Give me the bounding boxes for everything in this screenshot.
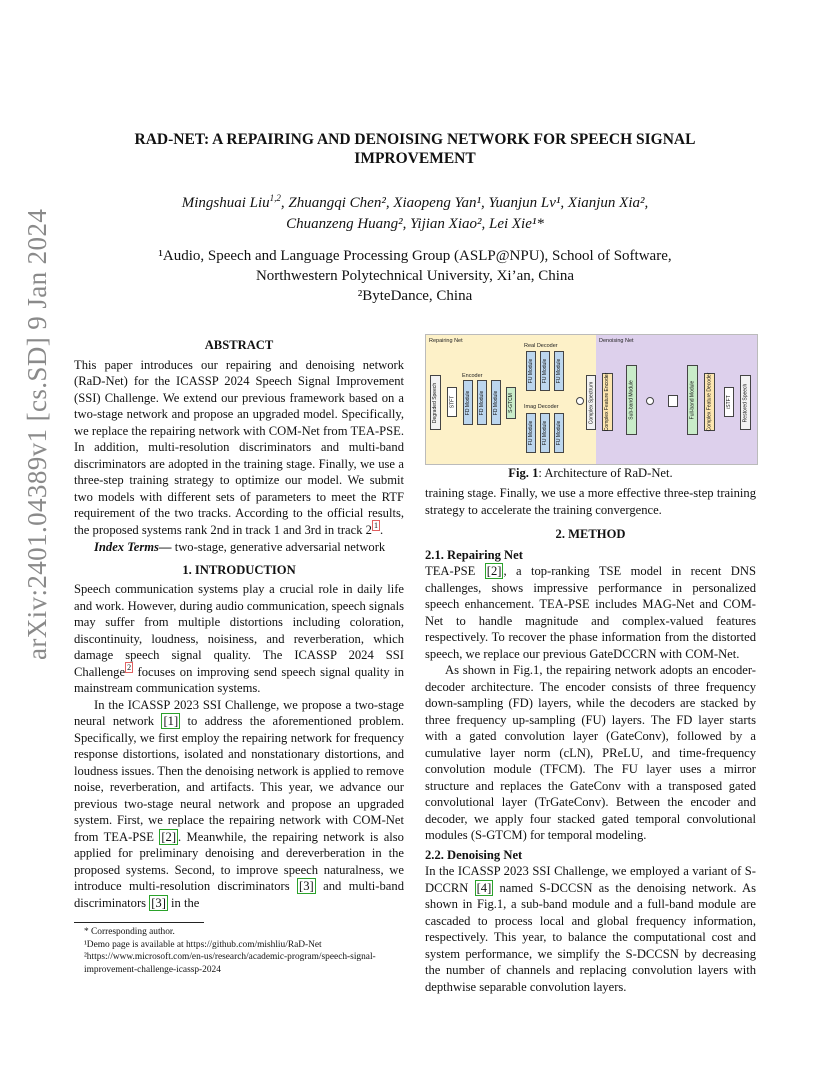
citation-link[interactable]: [2]	[161, 829, 177, 844]
denoising-net-paragraph: In the ICASSP 2023 SSI Challenge, we employed a variant of S-DCCRN [4] named S-DCCSN as the denoising network. As shown in Fig.1, a sub-band module and a full-band module are cascaded to process local and global frequency information, respectively. This year, to balance the computational cost and system performance, we simplify the S-DCCSN by decreasing the number of channels and replacing convolution layers with depthwise separable convolution layers.	[425, 864, 756, 994]
citation-link[interactable]: [2]	[486, 564, 502, 578]
fu-module-block: FU Module	[540, 351, 550, 391]
complex-feature-encoder-block: Complex Feature Encoder	[602, 373, 613, 431]
repairing-net-paragraph-1: TEA-PSE [2] , a top-ranking TSE model in recent DNS challenges, shows impressive performance in personalized speech enhancement. TEA-PSE includes MAG-Net and COM-Net to handle magnitude and complex-valued features respectively. To recover the phase information from the distorted speech, we replace our previous GateDCCRN with COM-Net.	[425, 564, 756, 661]
section-2-2-heading: 2.2. Denoising Net	[425, 847, 523, 862]
denoising-net-label: Denoising Net	[599, 338, 634, 344]
method-heading: 2. METHOD	[555, 527, 626, 541]
footnote-1: ¹Demo page is available at https://github.com/mishliu/RaD-Net	[84, 939, 322, 950]
abstract-heading: ABSTRACT	[204, 338, 274, 352]
intro-heading: 1. INTRODUCTION	[182, 562, 296, 577]
repairing-net-paragraph-2: As shown in Fig.1, the repairing network adopts an encoder-decoder architecture. The encoder consists of three frequency down-sampling (FD) layers, while the decoders are stacked by three frequency up-sampling (FU) layers. The FD layer starts with a gated convolution layer (GateConv), followed by a cumulative layer norm (cLN), PReLU, and time-frequency convolution module (TFCM). The FU layer uses a mirror structure and replaces the GateConv with a transposed gated convolutional layer (TrGateConv). Between the encoder and decoder, we apply four stacked gated temporal convolutional modules (S-GTCM) for temporal modeling.	[425, 663, 756, 842]
imag-decoder-label: Imag Decoder	[524, 404, 559, 410]
affiliation-2: ²ByteDance, China	[357, 288, 473, 304]
citation-link[interactable]: [3]	[299, 879, 314, 893]
encoder-label: Encoder	[462, 373, 483, 379]
intro-paragraph-1: Speech communication systems play a crucial role in daily life and work. However, during audio communication, speech signals may suffer from multiple distortions including coloration, discontinuity, loudness, noisiness, and reverberation, which damage speech signal quality. The ICASSP 2024 SSI Challenge $^2$ focuses on improving send speech signal quality in mainstream communication systems.	[74, 582, 404, 695]
fu-module-block: FU Module	[526, 413, 536, 453]
multiply-operator-icon	[576, 397, 584, 405]
footnote-link-2[interactable]: 2	[127, 663, 132, 673]
right-continuation: training stage. Finally, we use a more effective three-step training strategy to accelerate the training convergence.	[425, 486, 756, 517]
stft-block: STFT	[447, 387, 457, 417]
citation-link[interactable]: [4]	[476, 880, 492, 895]
paper-title: RAD-NET: A REPAIRING AND DENOISING NETWORK FOR SPEECH SIGNAL IMPROVEMENT	[134, 131, 696, 167]
operator-block	[668, 395, 678, 407]
citation-link[interactable]: [1]	[163, 714, 179, 728]
architecture-figure	[425, 334, 758, 465]
sum-operator-icon	[646, 397, 654, 405]
intro-paragraph-2: In the ICASSP 2023 SSI Challenge, we propose a two-stage neural network [1] to address the aforementioned problem. Specifically, we first employ the repairing network for frequency response distortions, isolated and nonstationary distortions, and loudness issues. Then the denoising network is applied to remove noise, reverberation, and artifacts. This year, we advance our previous two-stage neural network and propose an upgraded system. First, we replace the repairing network with COM-Net from TEA-PSE [2] . Meanwhile, the repairing network is also applied for preliminary denoising and dereverberation in the proposed systems. Second, to improve speech naturalness, we introduce multi-resolution discriminators [3] and multi-band discriminators [3] in the	[74, 697, 405, 910]
footnotes	[74, 926, 406, 976]
footnote-star: * Corresponding author.	[84, 927, 175, 937]
section-2-1-heading: 2.1. Repairing Net	[425, 547, 523, 562]
footnote-2: ²https://www.microsoft.com/en-us/research/academic-program/speech-signal-improvement-challenge-icassp-2024	[84, 952, 376, 975]
left-column	[74, 337, 404, 911]
fd-module-block: FD Module	[463, 380, 473, 425]
affiliation-1: ¹Audio, Speech and Language Processing Group (ASLP@NPU), School of Software,	[158, 248, 672, 264]
fu-module-block: FU Module	[526, 351, 536, 391]
sub-band-module-block: Sub-band Module	[626, 365, 637, 435]
footnote-link-1[interactable]: 1	[373, 521, 378, 531]
authors-line2: Chuanzeng Huang², Yijian Xiao², Lei Xie¹*	[286, 216, 544, 232]
repairing-net-label: Repairing Net	[429, 338, 463, 344]
citation-link[interactable]: [3]	[151, 895, 166, 910]
first-author: Mingshuai Liu	[181, 195, 270, 211]
real-decoder-label: Real Decoder	[524, 343, 558, 349]
affiliation-1-cont: Northwestern Polytechnical University, Xi’an, China	[255, 268, 575, 284]
repairing-net-panel	[426, 335, 596, 464]
first-author-affil: 1,2	[269, 193, 281, 203]
fu-module-block: FU Module	[554, 413, 564, 453]
complex-spectrum-block: Complex Spectrum	[586, 375, 596, 430]
right-column	[425, 485, 756, 995]
s-gtcm-block: S-GTCM	[506, 387, 516, 419]
full-band-module-block: Full-band Module	[687, 365, 698, 435]
fu-module-block: FU Module	[554, 351, 564, 391]
figure-caption: Fig. 1: Architecture of RaD-Net.	[508, 466, 673, 480]
footnote-rule	[74, 922, 204, 923]
authors-rest-line1: , Zhuangqi Chen², Xiaopeng Yan¹, Yuanjun Lv¹, Xianjun Xia²,	[280, 195, 649, 211]
restored-speech-block: Restored Speech	[740, 375, 751, 430]
index-terms: Index Terms— two-stage, generative adversarial network	[94, 540, 386, 554]
affiliations	[90, 246, 740, 306]
fu-module-block: FU Module	[540, 413, 550, 453]
denoising-net-panel	[596, 335, 757, 464]
abstract-text: This paper introduces our repairing and denoising network (RaD-Net) for the ICASSP 2024 Speech Signal Improvement (SSI) Challenge. We extend our previous framework based on a two-stage network and propose an upgraded model. Specifically, we replace the repairing network with COM-Net from TEA-PSE. In addition, multi-resolution discriminators and multi-band discriminators are adopted in the training stage. Finally, we use a three-step training strategy to optimize our model. We submit two models with different sets of parameters to meet the RTF requirement of the two tracks. According to the official results, the proposed systems rank 2nd in track 1 and 3rd in track 2 $^1$ .	[74, 357, 404, 537]
complex-feature-decoder-block: Complex Feature Decoder	[704, 373, 715, 431]
arxiv-identifier: arXiv:2401.04389v1 [cs.SD] 9 Jan 2024	[22, 208, 52, 660]
author-list	[90, 188, 740, 235]
fd-module-block: FD Module	[477, 380, 487, 425]
istft-block: iSTFT	[724, 387, 734, 417]
fd-module-block: FD Module	[491, 380, 501, 425]
degraded-speech-block: Degraded Speech	[430, 375, 441, 430]
